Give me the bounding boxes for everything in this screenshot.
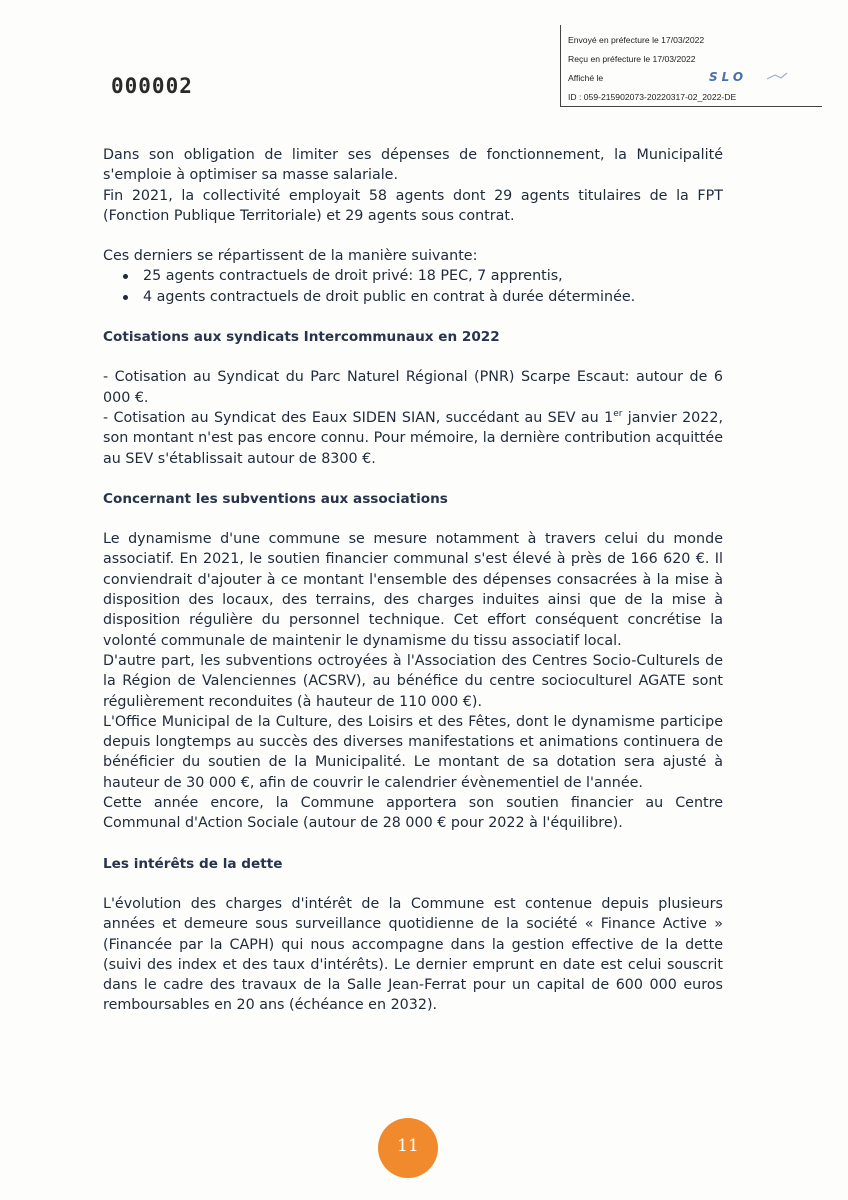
bullet-icon bbox=[123, 295, 128, 300]
list-item bbox=[143, 287, 723, 307]
intro-paragraph-2: Fin 2021, la collectivité employait 58 agents dont 29 agents titulaires de la FPT (Fonction Publique Territoriale) et 29 agents sous contrat. bbox=[103, 187, 723, 224]
prefecture-stamp bbox=[560, 25, 822, 107]
intro-paragraph-3: Ces derniers se répartissent de la manière suivante: bbox=[103, 248, 478, 265]
subventions-paragraph-3: L'Office Municipal de la Culture, des Loisirs et des Fêtes, dont le dynamisme participe depuis longtemps au succès des diverses manifestations et animations continuera de bénéficier du soutien de la Municipalité. Le montant de sa dotation sera ajusté à hauteur de 30 000 €, afin de couvrir le calendrier évènementiel de l'année. bbox=[103, 713, 723, 791]
subventions-paragraph-1: Le dynamisme d'une commune se mesure notamment à travers celui du monde associatif. En 2021, le soutien financier communal s'est élevé à près de 166 620 €. Il conviendrait d'ajouter à ce montant l'ensemble des dépenses consacrées à la mise à disposition des locaux, des terrains, des charges induites ainsi que de la mise à disposition régulière du personnel technique. Cet effort conséquent concrétise la volonté communale de maintenir le dynamisme du tissu associatif local. bbox=[103, 531, 723, 649]
list-item-text: 25 agents contractuels de droit privé: 18 PEC, 7 apprentis, bbox=[143, 268, 563, 285]
stamp-id: ID : 059-215902073-20220317-02_2022-DE bbox=[568, 92, 737, 102]
section-heading-dette: Les intérêts de la dette bbox=[103, 855, 283, 872]
list-item bbox=[143, 266, 723, 286]
page-number-badge: 11 bbox=[378, 1118, 438, 1178]
section-heading-subventions: Concernant les subventions aux associations bbox=[103, 490, 448, 507]
agents-list bbox=[103, 266, 723, 307]
list-item-text: 4 agents contractuels de droit public en contrat à durée déterminée. bbox=[143, 288, 636, 305]
stamp-signature-logo bbox=[709, 70, 789, 84]
document-number: 000002 bbox=[111, 74, 193, 98]
syndicats-paragraph-1: - Cotisation au Syndicat du Parc Naturel Régional (PNR) Scarpe Escaut: autour de 6 000 €. bbox=[103, 369, 723, 406]
bullet-icon bbox=[123, 274, 128, 279]
stamp-signature-text: SLO bbox=[709, 70, 748, 84]
intro-paragraph-1: Dans son obligation de limiter ses dépenses de fonctionnement, la Municipalité s'emploie à optimiser sa masse salariale. bbox=[103, 147, 723, 184]
stamp-received-date: Reçu en préfecture le 17/03/2022 bbox=[568, 54, 696, 64]
stamp-posted: Affiché le bbox=[568, 73, 604, 83]
dette-paragraph-1: L'évolution des charges d'intérêt de la Commune est contenue depuis plusieurs années et demeure sous surveillance quotidienne de la société « Finance Active » (Financée par la CAPH) qui nous accompagne dans la gestion effective de la dette (suivi des index et des taux d'intérêts). Le dernier emprunt en date est celui souscrit dans le cadre des travaux de la Salle Jean-Ferrat pour un capital de 600 000 euros remboursables en 20 ans (échéance en 2032). bbox=[103, 895, 723, 1014]
subventions-paragraph-4: Cette année encore, la Commune apportera son soutien financier au Centre Communal d'Action Sociale (autour de 28 000 € pour 2022 à l'équilibre). bbox=[103, 795, 723, 832]
document-body bbox=[103, 145, 723, 1016]
subventions-paragraph-2: D'autre part, les subventions octroyées à l'Association des Centres Socio-Culturels de la Région de Valenciennes (ACSRV), au bénéfice du centre socioculturel AGATE sont régulièrement reconduites (à hauteur de 110 000 €). bbox=[103, 652, 723, 710]
stamp-sent-date: Envoyé en préfecture le 17/03/2022 bbox=[568, 35, 705, 45]
section-heading-syndicats: Cotisations aux syndicats Intercommunaux en 2022 bbox=[103, 329, 500, 346]
syndicats-paragraph-2: - Cotisation au Syndicat des Eaux SIDEN SIAN, succédant au SEV au 1er janvier 2022, son montant n'est pas encore connu. Pour mémoire, la dernière contribution acquittée au SEV s'établissait autour de 8300 €. bbox=[103, 409, 723, 467]
